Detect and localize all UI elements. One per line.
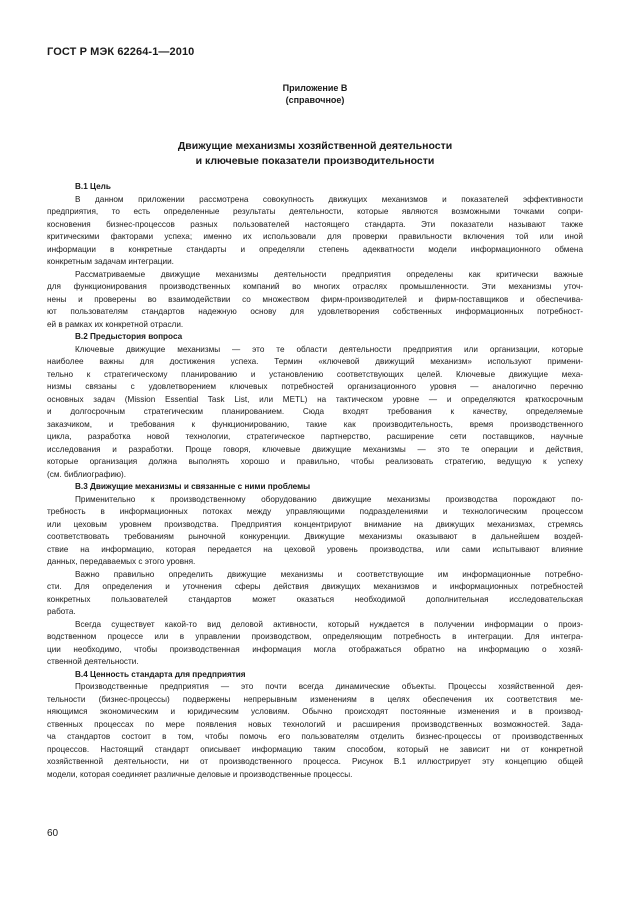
text-line: требность в информационных потоках между управляющими подразделениями и технологическим процессом [47, 507, 583, 516]
text-line: Производственные предприятия — это почти всегда динамические объекты. Процессы хозяйственной дея- [75, 682, 583, 691]
text-line: ственной деятельности. [47, 657, 139, 666]
text-line: Рассматриваемые движущие механизмы деятельности предприятия определены как критически важные [75, 269, 583, 279]
text-line: работа. [47, 607, 76, 616]
text-line: няющимся экономическим и юридическим условиям. Обычно происходят постоянные изменения и в производ- [47, 707, 583, 716]
text-line: низмы связаны с удовлетворением ключевых потребностей организационного уровня — аналогично перечню [47, 382, 583, 391]
section-heading: В.3 Движущие механизмы и связанные с ними проблемы [75, 482, 311, 491]
text-line: или цеховым уровнем производства. Предприятия концентрируют внимание на движущих механизмах, стремясь [47, 519, 583, 529]
text-line: для функционирования производственных компаний во многих отраслях промышленности. Эти механизмы уточ- [47, 282, 583, 291]
text-line: Ключевые движущие механизмы — это те области деятельности предприятия или организации, которые [75, 344, 583, 354]
text-line: цикла, разработка новой технологии, стратегическое партнерство, расширение сети поставщиков, научные [47, 432, 583, 441]
section-heading: В.1 Цель [75, 182, 111, 191]
annex-type: (справочное) [285, 95, 345, 105]
text-line: основных задач (Mission Essential Task List, или METL) на тактическом уровне — и определяются краткосрочным [47, 394, 583, 404]
text-line: косновения бизнес-процессов разных пользователей настоящего стандарта. Эти показатели называют также [47, 219, 583, 229]
text-line: тельности (бизнес-процессы) подвержены непрерывным изменениям в целях обеспечения их соответствия ме- [47, 694, 583, 704]
text-line: наиболее важны для достижения успеха. Термин «ключевой движущий механизм» используют примени- [47, 357, 583, 366]
annex-label: Приложение В [282, 83, 348, 93]
text-line: Применительно к производственному оборудованию движущие механизмы производства порождают по- [75, 494, 583, 504]
text-line: ют пользователям стандартов надежную основу для удовлетворения собственных информационных потребност- [47, 307, 583, 316]
text-line: критическими факторами успеха; именно их использовали для проверки правильности включения той или иной [47, 232, 583, 241]
text-line: процессов. Настоящий стандарт описывает информацию таким способом, который не зависит ни от конкретной [47, 744, 583, 754]
text-line: ственных процессах по мере появления новых технологий и расширения производственных возможностей. Зада- [47, 719, 583, 729]
text-line: данных, передаваемых с этого уровня. [47, 557, 196, 566]
text-line: тельно к стратегическому планированию и установлению соответствующих целей. Ключевые движущие меха- [47, 369, 583, 379]
text-line: Важно правильно определить движущие механизмы и соответствующие им информационные потребно- [75, 569, 583, 579]
section-heading: В.2 Предыстория вопроса [75, 332, 183, 341]
text-line: водственном процессе или в управлении производством, определяющим потребность в интеграции. Для интегра- [47, 632, 583, 641]
text-line: информации в конкретные стандарты и определяли степень адекватности модели информационного обмена [47, 244, 583, 254]
body-text [47, 181, 583, 781]
annex-title-line-1: Движущие механизмы хозяйственной деятельности [177, 140, 453, 152]
annex-heading [0, 82, 630, 106]
text-line: и долгосрочным стратегическим планированием. Сюда входят требования к качеству, определяемые [47, 407, 583, 416]
text-line: сти. Для определения и уточнения сферы действия движущих механизмов и информационных потребностей [47, 582, 583, 591]
text-line: конкретных пользователей стандартов может оказаться необходимой дополнительная исследовательская [47, 594, 583, 604]
text-line: которые организация должна выполнять хорошо и правильно, чтобы реализовать стратегию, ведущую к успеху [47, 457, 583, 466]
text-line: нены и проверены во взаимодействии со множеством фирм-производителей и фирм-поставщиков и обеспечива- [47, 294, 583, 304]
standard-header: ГОСТ Р МЭК 62264-1—2010 [47, 46, 195, 58]
text-line: ствие на информацию, которая передается на цеховой уровень производства, или сами испытывают влияние [47, 544, 583, 554]
text-line: В данном приложении рассмотрена совокупность движущих механизмов и показателей эффективности [75, 194, 583, 204]
page-number: 60 [47, 828, 59, 839]
text-line: ча стандартов состоит в том, чтобы помочь его пользователям отделить бизнес-процессы от производственных [47, 732, 583, 741]
text-line: (см. библиографию). [47, 469, 127, 479]
text-line: заказчиком, и требования к функционированию, такие как производительность, время производственного [47, 419, 583, 429]
text-line: исследования и разработки. Проще говоря, ключевые движущие механизмы — это те операции и действия, [47, 444, 583, 454]
text-line: хозяйственной деятельности, ни от производственного процесса. Рисунок В.1 иллюстрирует эту концепцию общей [47, 757, 583, 766]
text-line: конкретным задачам интеграции. [47, 257, 174, 266]
annex-title [0, 139, 630, 169]
text-line: ей в рамках их конкретной отрасли. [47, 319, 184, 329]
annex-title-line-2: и ключевые показатели производительности [195, 155, 435, 167]
text-line: Всегда существует какой-то вид деловой активности, который нуждается в получении информации о произ- [75, 619, 583, 629]
section-heading: В.4 Ценность стандарта для предприятия [75, 669, 246, 679]
text-line: модели, которая соединяет различные деловые и производственные процессы. [47, 769, 353, 779]
text-line: ции необходимо, чтобы производственная информация могла отображаться обратно на информацию о хозяй- [47, 644, 583, 654]
text-line: предприятия, то есть определенные результаты деятельности, которые являются возможными точками сопри- [47, 207, 583, 216]
text-line: соответствовать требованиям рыночной конкуренции. Движущие механизмы оказывают в дальнейшем воздей- [47, 532, 583, 541]
